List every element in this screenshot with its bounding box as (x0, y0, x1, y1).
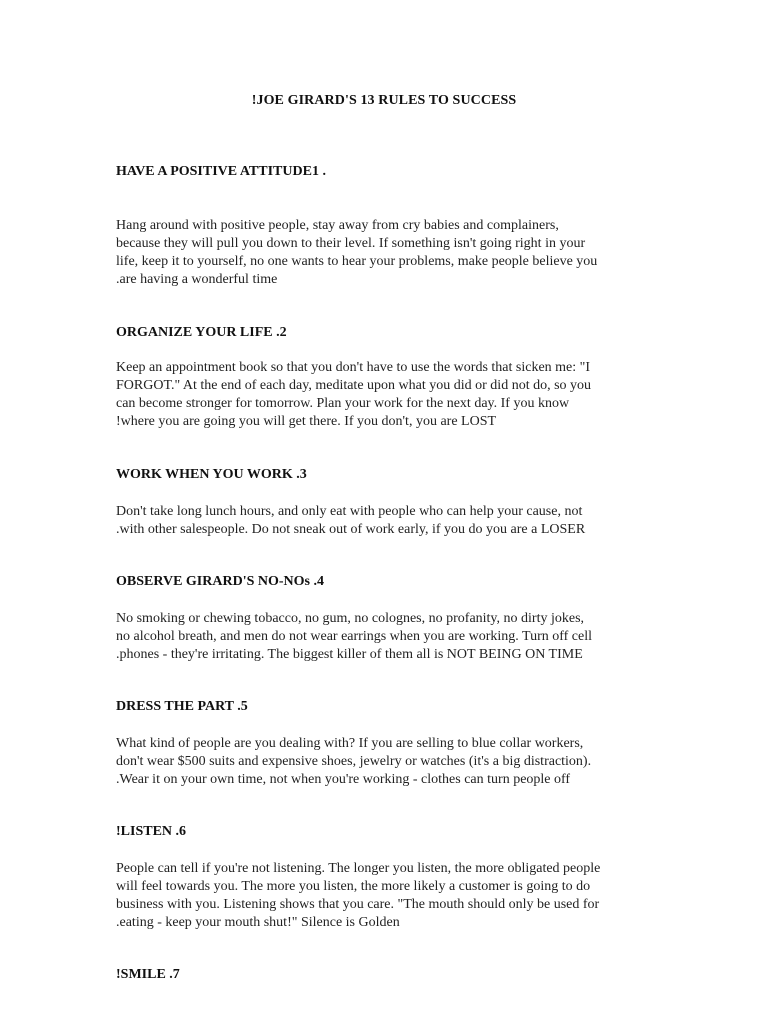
section-heading-1: HAVE A POSITIVE ATTITUDE1 . (116, 164, 326, 179)
section-body-1 (116, 217, 661, 289)
body-line: life, keep it to yourself, no one wants to hear your problems, make people believe you (116, 254, 598, 269)
section-heading-5: DRESS THE PART .5 (116, 699, 248, 714)
section-body-2 (116, 359, 661, 431)
body-line: .are having a wonderful time (116, 272, 278, 287)
body-line: .with other salespeople. Do not sneak out of work early, if you do you are a LOSER (116, 522, 586, 537)
body-line: business with you. Listening shows that you care. "The mouth should only be used for (116, 897, 600, 912)
body-line: no alcohol breath, and men do not wear earrings when you are working. Turn off cell (116, 629, 593, 644)
section-heading-2: ORGANIZE YOUR LIFE .2 (116, 325, 287, 340)
section-heading-6: !LISTEN .6 (116, 824, 187, 839)
body-line: because they will pull you down to their level. If something isn't going right in your (116, 236, 586, 251)
body-line: .Wear it on your own time, not when you're working - clothes can turn people off (116, 772, 571, 787)
document-title: !JOE GIRARD'S 13 RULES TO SUCCESS (251, 93, 517, 108)
section-body-5 (116, 735, 661, 789)
body-line: .eating - keep your mouth shut!" Silence is Golden (116, 915, 400, 930)
body-line: Keep an appointment book so that you don't have to use the words that sicken me: "I (116, 360, 591, 375)
body-line: No smoking or chewing tobacco, no gum, no colognes, no profanity, no dirty jokes, (116, 611, 585, 626)
body-line: will feel towards you. The more you listen, the more likely a customer is going to do (116, 879, 591, 894)
body-line: FORGOT." At the end of each day, meditate upon what you did or did not do, so you (116, 378, 592, 393)
body-line: Hang around with positive people, stay away from cry babies and complainers, (116, 218, 559, 233)
body-line: What kind of people are you dealing with? If you are selling to blue collar workers, (116, 736, 584, 751)
section-body-4 (116, 610, 661, 664)
body-line: Don't take long lunch hours, and only eat with people who can help your cause, not (116, 504, 583, 519)
body-line: don't wear $500 suits and expensive shoes, jewelry or watches (it's a big distraction). (116, 754, 592, 769)
body-line: can become stronger for tomorrow. Plan your work for the next day. If you know (116, 396, 570, 411)
section-heading-4: OBSERVE GIRARD'S NO-NOs .4 (116, 574, 324, 589)
body-line: !where you are going you will get there. If you don't, you are LOST (116, 414, 497, 429)
section-body-3 (116, 503, 661, 539)
body-line: .phones - they're irritating. The biggest killer of them all is NOT BEING ON TIME (116, 647, 583, 662)
section-heading-7: !SMILE .7 (116, 967, 180, 982)
body-line: People can tell if you're not listening. The longer you listen, the more obligated people (116, 861, 601, 876)
section-body-6 (116, 860, 661, 932)
section-heading-3: WORK WHEN YOU WORK .3 (116, 467, 307, 482)
